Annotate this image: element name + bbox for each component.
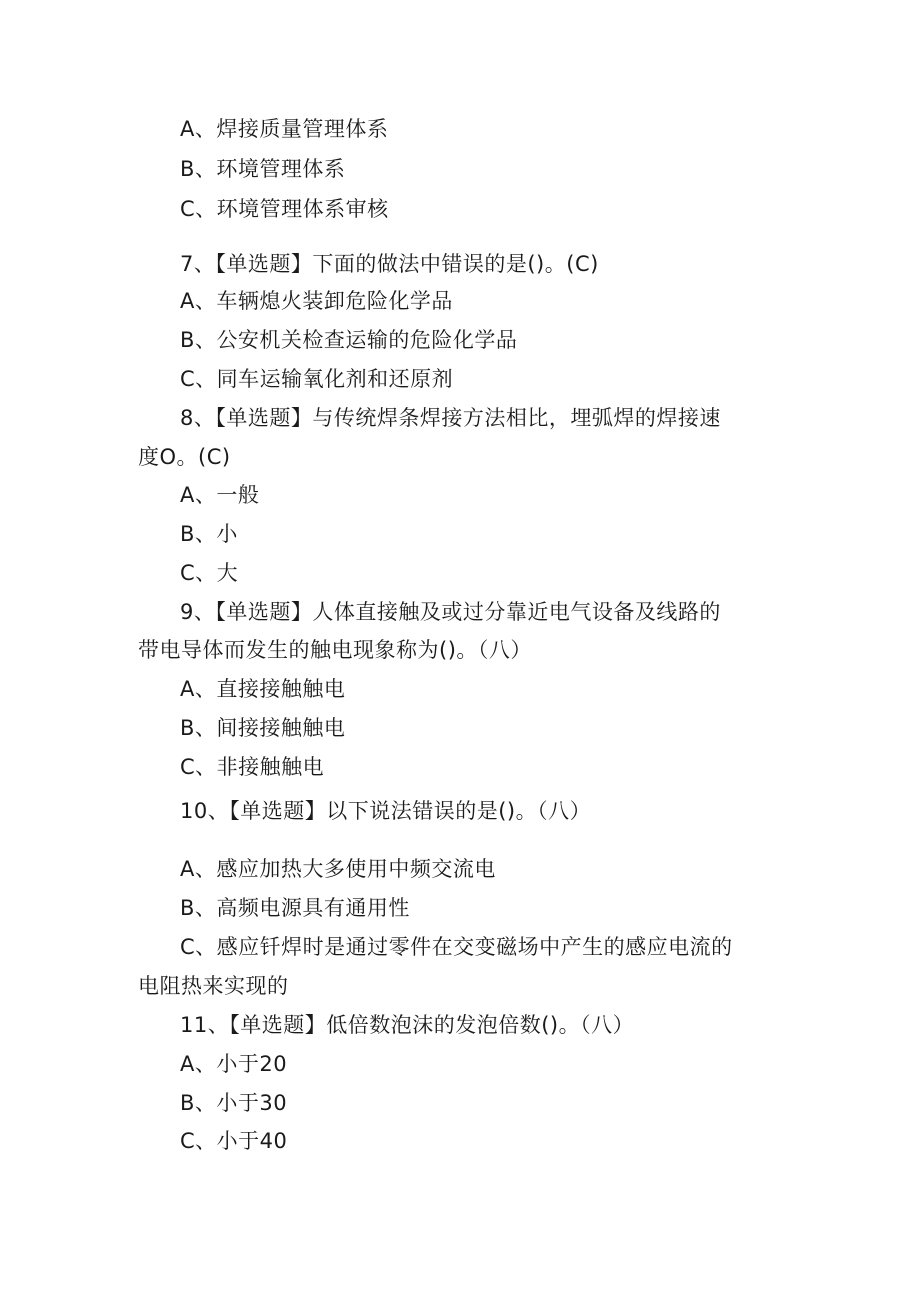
option-a-text: A、车辆熄火装卸危险化学品 <box>180 289 453 313</box>
option-b-text: B、小于30 <box>180 1091 288 1115</box>
option-b-text: B、间接接触触电 <box>180 716 346 740</box>
question-8-continuation: 度O。(C) <box>138 445 231 469</box>
option-a-text: A、一般 <box>180 483 260 507</box>
option-c-continuation: 电阻热来实现的 <box>138 974 289 998</box>
question-7-text: 7、【单选题】下面的做法中错误的是()。(C) <box>180 252 599 276</box>
option-a-text: A、小于20 <box>180 1052 288 1076</box>
question-11-text: 11、【单选题】低倍数泡沫的发泡倍数()。（八） <box>180 1013 635 1037</box>
option-c-text: C、环境管理体系审核 <box>180 197 389 221</box>
option-b-text: B、环境管理体系 <box>180 157 346 181</box>
option-c-text: C、非接触触电 <box>180 755 325 779</box>
option-a-text: A、直接接触触电 <box>180 677 346 701</box>
option-c-text: C、同车运输氧化剂和还原剂 <box>180 367 454 391</box>
option-c-text: C、感应钎焊时是通过零件在交变磁场中产生的感应电流的 <box>180 935 733 959</box>
question-9-continuation: 带电导体而发生的触电现象称为()。（八） <box>138 638 532 662</box>
option-c-text: C、小于40 <box>180 1129 288 1153</box>
option-b-text: B、高频电源具有通用性 <box>180 896 410 920</box>
option-a-text: A、焊接质量管理体系 <box>180 117 389 141</box>
question-8-text: 8、【单选题】与传统焊条焊接方法相比，埋弧焊的焊接速 <box>180 406 721 430</box>
option-b-text: B、公安机关检查运输的危险化学品 <box>180 328 518 352</box>
option-c-text: C、大 <box>180 561 239 585</box>
question-10-text: 10、【单选题】以下说法错误的是()。（八） <box>180 799 592 823</box>
option-b-text: B、小 <box>180 522 238 546</box>
option-a-text: A、感应加热大多使用中频交流电 <box>180 857 496 881</box>
question-9-text: 9、【单选题】人体直接触及或过分靠近电气设备及线路的 <box>180 600 721 624</box>
